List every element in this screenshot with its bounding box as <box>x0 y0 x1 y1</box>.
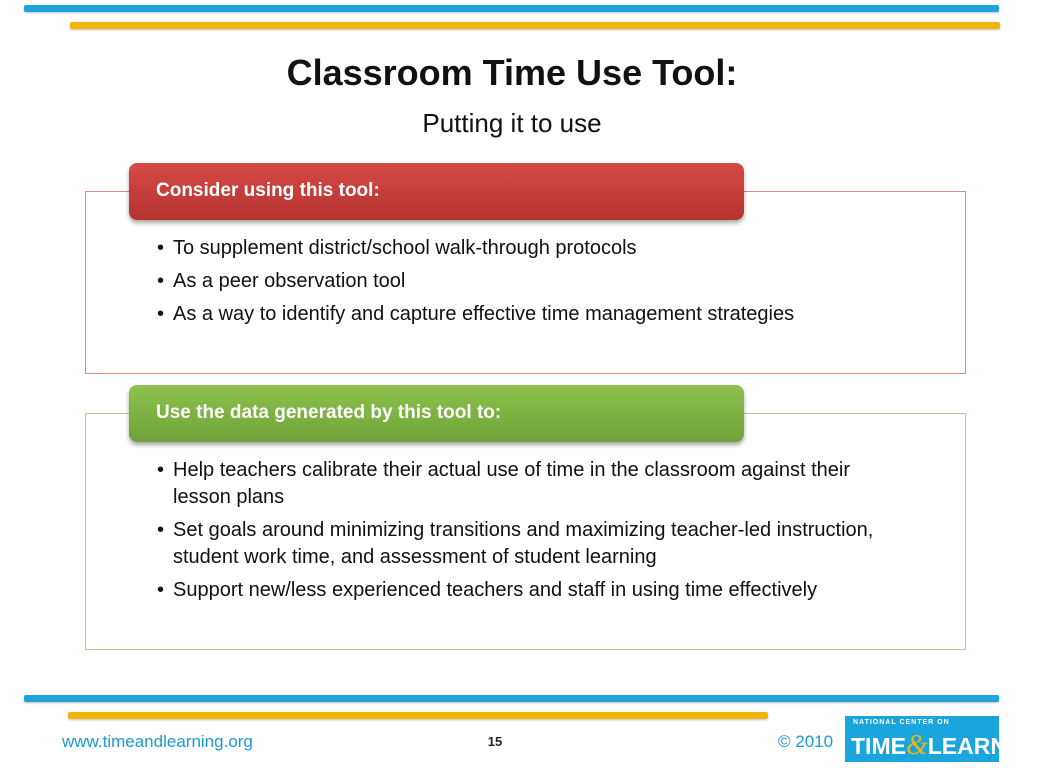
footer-website-link[interactable]: www.timeandlearning.org <box>62 732 253 751</box>
list-item: • As a peer observation tool <box>157 270 406 292</box>
data-use-list <box>157 457 897 610</box>
list-item: • As a way to identify and capture effective time management strategies <box>157 303 795 325</box>
copyright-text: © 2010 <box>778 732 834 751</box>
slide-title: Classroom Time Use Tool: <box>286 52 738 93</box>
data-use-header: Use the data generated by this tool to: <box>129 385 744 442</box>
logo-top-text: NATIONAL CENTER ON <box>853 719 950 726</box>
list-item: • To supplement district/school walk-through protocols <box>157 237 637 259</box>
logo-main-text: TIME&LEARNING <box>851 730 1048 761</box>
top-blue-bar <box>24 5 999 12</box>
top-gold-bar <box>70 22 1000 29</box>
slide-subtitle: Putting it to use <box>422 108 602 138</box>
time-learning-logo <box>845 716 1048 762</box>
consider-list <box>157 235 897 334</box>
bottom-blue-bar <box>24 695 999 702</box>
page-number: 15 <box>487 734 503 749</box>
list-item: • Support new/less experienced teachers and staff in using time effectively <box>157 579 818 601</box>
bottom-gold-bar <box>68 712 768 719</box>
list-item: • Set goals around minimizing transitions and maximizing teacher-led instruction, student work time, and assessment of student learning <box>157 519 874 568</box>
list-item: • Help teachers calibrate their actual use of time in the classroom against their lesson plans <box>157 459 851 508</box>
consider-header: Consider using this tool: <box>129 163 744 220</box>
